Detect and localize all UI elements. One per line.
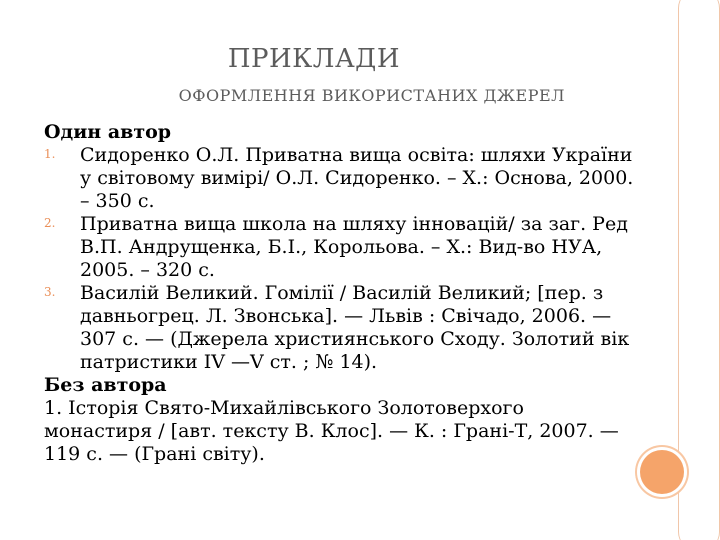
- reference-item: [44, 282, 634, 374]
- reference-text: Василій Великий. Гомілії / Василій Великий; [пер. з давньогрец. Л. Звонська]. — Львів : Свічадо, 2006. — 307 с. — (Джерела християнського Сходу. Золотий вік патристики IV —V ст. ; № 14).: [80, 282, 630, 373]
- no-author-entry: 1. Історія Свято-Михайлівського Золотоверхого монастиря / [авт. тексту В. Клос]. — К. : Грані-Т, 2007. — 119 с. — (Грані світу).: [44, 397, 619, 465]
- item-number: 1.: [44, 147, 56, 161]
- item-number: 3.: [44, 285, 56, 299]
- no-author-heading: Без автора: [44, 374, 167, 396]
- decorative-frame: [678, 0, 720, 540]
- slide-body: [44, 121, 634, 466]
- reference-item: [44, 213, 634, 282]
- slide-title: ПРИКЛАДИ: [227, 44, 400, 74]
- reference-text: Сидоренко О.Л. Приватна вища освіта: шляхи України у світовому вимірі/ О.Л. Сидоренко. – Х.: Основа, 2000. – 350 с.: [80, 144, 634, 212]
- slide-subtitle: ОФОРМЛЕННЯ ВИКОРИСТАНИХ ДЖЕРЕЛ: [178, 86, 565, 105]
- one-author-heading: Один автор: [44, 121, 172, 143]
- item-number: 2.: [44, 216, 56, 230]
- reference-item: [44, 144, 634, 213]
- decorative-circle: [640, 450, 684, 494]
- reference-text: Приватна вища школа на шляху інновацій/ за заг. Ред В.П. Андрущенка, Б.І., Корольова. – Х.: Вид-во НУА, 2005. – 320 с.: [80, 213, 628, 281]
